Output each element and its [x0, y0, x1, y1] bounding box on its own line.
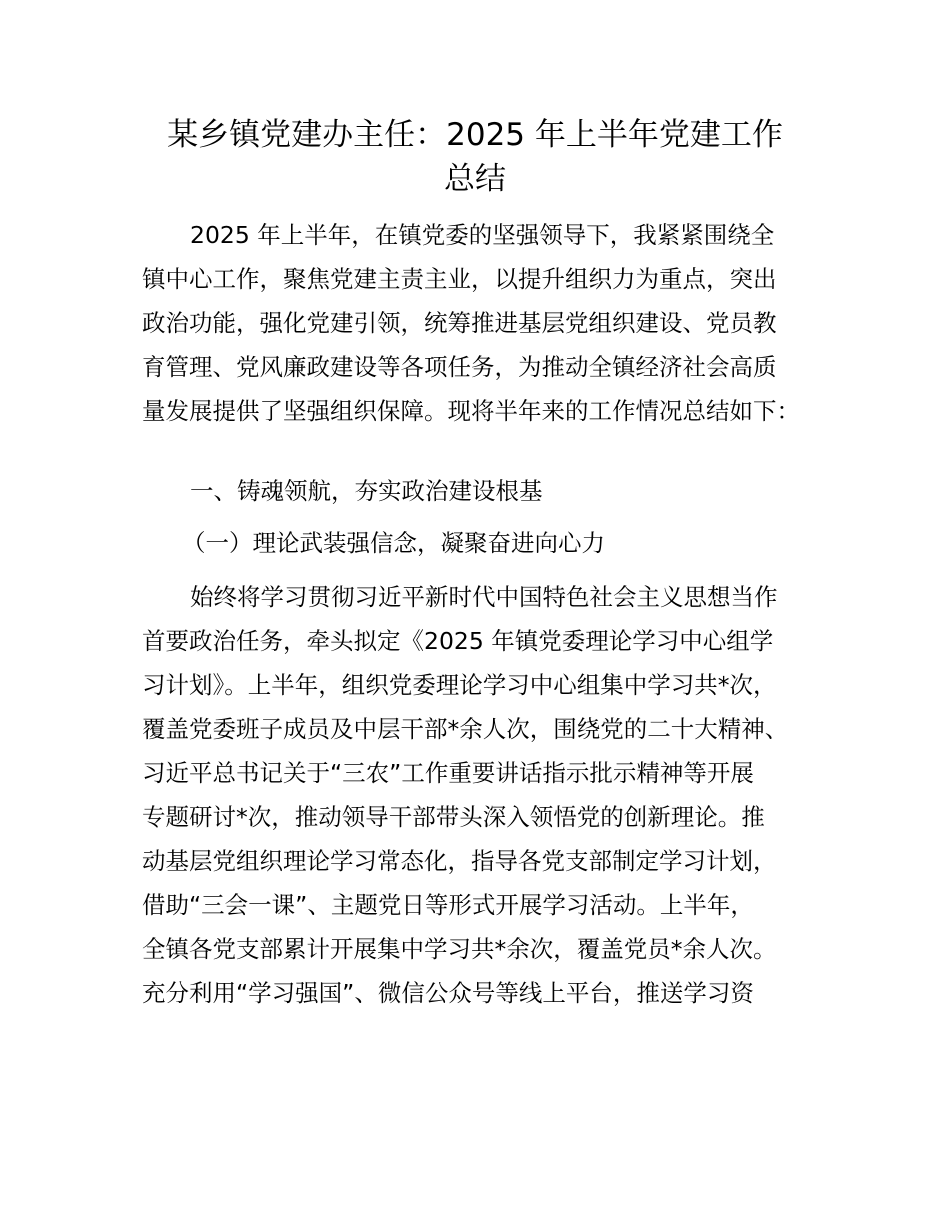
section-1-heading: 一、铸魂领航，夯实政治建设根基	[190, 477, 543, 505]
intro-line-1: 2025 年上半年，在镇党委的坚强领导下，我紧紧围绕全	[190, 221, 775, 249]
body-line-1: 始终将学习贯彻习近平新时代中国特色社会主义思想当作	[190, 583, 778, 611]
body-line-7: 动基层党组织理论学习常态化，指导各党支部制定学习计划，	[142, 847, 777, 875]
intro-line-5: 量发展提供了坚强组织保障。现将半年来的工作情况总结如下：	[142, 397, 800, 425]
document-title-line-2: 总结	[444, 161, 506, 197]
body-line-10: 充分利用“学习强国”、微信公众号等线上平台，推送学习资	[142, 979, 754, 1007]
document-title-line-1: 某乡镇党建办主任：2025 年上半年党建工作	[167, 117, 783, 153]
subsection-1-heading: （一）理论武装强信念，凝聚奋进向心力	[182, 529, 605, 557]
intro-line-3: 政治功能，强化党建引领，统筹推进基层党组织建设、党员教	[142, 309, 777, 337]
body-line-4: 覆盖党委班子成员及中层干部*余人次，围绕党的二十大精神、	[142, 715, 789, 743]
intro-line-2: 镇中心工作，聚焦党建主责主业，以提升组织力为重点，突出	[142, 265, 777, 293]
body-line-8: 借助“三会一课”、主题党日等形式开展学习活动。上半年，	[142, 891, 754, 919]
body-line-2: 首要政治任务，牵头拟定《2025 年镇党委理论学习中心组学	[142, 627, 774, 655]
body-line-9: 全镇各党支部累计开展集中学习共*余次，覆盖党员*余人次。	[142, 935, 777, 963]
intro-line-4: 育管理、党风廉政建设等各项任务，为推动全镇经济社会高质	[142, 353, 777, 381]
body-line-3: 习计划》。上半年，组织党委理论学习中心组集中学习共*次，	[142, 671, 777, 699]
body-line-5: 习近平总书记关于“三农”工作重要讲话指示批示精神等开展	[142, 759, 754, 787]
body-line-6: 专题研讨*次，推动领导干部带头深入领悟党的创新理论。推	[142, 803, 765, 831]
